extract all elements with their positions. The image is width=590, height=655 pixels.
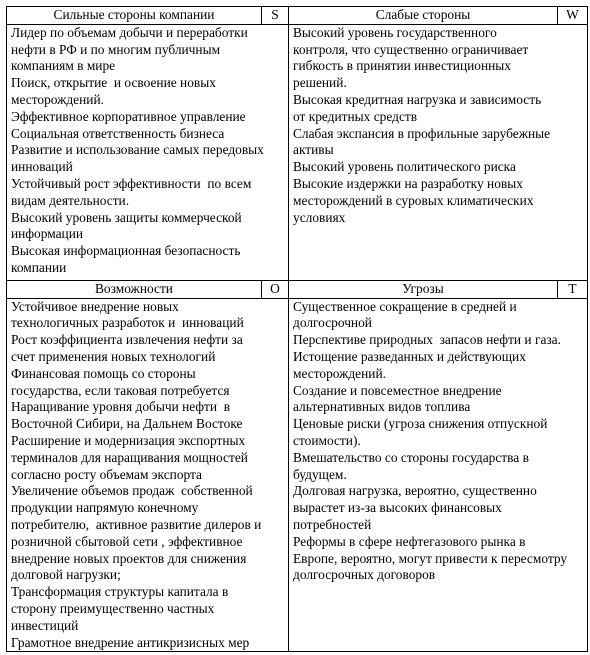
weaknesses-item: Слабая экспансия в профильные зарубежные активы — [293, 125, 551, 158]
threats-item: Существенное сокращение в средней и долгосрочной — [293, 298, 517, 331]
strengths-item: Эффективное корпоративное управление — [11, 108, 246, 124]
weaknesses-item: Высокий уровень политического риска — [293, 159, 516, 175]
swot-header-row-top — [7, 7, 588, 25]
swot-body-row-bottom — [7, 298, 588, 652]
threats-item: Реформы в сфере нефтегазового рынка в Европе, вероятно, могут привести к пересмотру долгосрочных договоров — [293, 533, 568, 583]
threats-item: Долговая нагрузка, вероятно, существенно вырастет из-за высоких финансовых потребностей — [293, 483, 537, 532]
opportunities-item: Наращивание уровня добычи нефти в Восточной Сибири, на Дальнем Востоке — [11, 399, 243, 432]
opportunities-title: Возможности — [7, 280, 262, 298]
swot-table — [6, 6, 588, 652]
threats-item: Перспективе природных запасов нефти и газа. — [293, 332, 561, 348]
swot-header-row-bottom — [7, 280, 588, 298]
opportunities-item: Рост коэффициента извлечения нефти за счет применения новых технологий — [11, 332, 243, 364]
threats-letter: T — [558, 280, 588, 298]
opportunities-item: Расширение и модернизация экспортных терминалов для наращивания мощностей согласно росту объемам экспорта — [11, 432, 248, 482]
strengths-letter: S — [262, 7, 289, 25]
threats-item: Истощение разведанных и действующих месторождений. — [293, 348, 526, 381]
threats-item: Ценовые риски (угроза снижения отпускной стоимости). — [293, 416, 548, 448]
threats-item: Создание и повсеместное внедрение альтернативных видов топлива — [293, 382, 502, 415]
weaknesses-item: Высокие издержки на разработку новых месторождений в суровых климатических условиях — [293, 175, 534, 225]
threats-title: Угрозы — [289, 280, 558, 298]
strengths-item: Высокая информационная безопасность компании — [11, 243, 241, 275]
threats-item: Вмешательство со стороны государства в будущем. — [293, 449, 529, 482]
strengths-item: Социальная ответственность бизнеса — [11, 125, 225, 141]
strengths-title: Сильные стороны компании — [7, 7, 262, 25]
opportunities-list — [7, 298, 289, 652]
strengths-list — [7, 24, 289, 280]
weaknesses-list — [289, 24, 588, 280]
weaknesses-title: Слабые стороны — [289, 7, 558, 25]
opportunities-item: Увеличение объемов продаж собственной продукции напрямую конечному потребителю, активное развитие дилеров и розничной сбытовой сети , эффективное внедрение новых проектов для снижения долговой нагрузки; — [11, 483, 262, 583]
strengths-item: Развитие и использование самых передовых инноваций — [11, 142, 264, 175]
opportunities-item: Грамотное внедрение антикризисных мер — [11, 634, 250, 650]
strengths-item: Поиск, открытие и освоение новых месторождений. — [11, 75, 216, 107]
opportunities-item: Финансовая помощь со стороны государства, если таковая потребуется — [11, 365, 230, 398]
strengths-item: Лидер по объемам добычи и переработки нефти в РФ и по многим публичным компаниям в мире — [11, 24, 248, 74]
opportunities-letter: O — [262, 280, 289, 298]
opportunities-item: Устойчивое внедрение новых технологичных разработок и инноваций — [11, 298, 244, 331]
weaknesses-item: Высокая кредитная нагрузка и зависимость от кредитных средств — [293, 91, 542, 124]
weaknesses-item: Высокий уровень государственного контроля, что существенно ограничивает гибкость в принятии инвестиционных решений. — [293, 24, 529, 91]
threats-list — [289, 298, 588, 652]
strengths-item: Устойчивый рост эффективности по всем видам деятельности. — [11, 175, 252, 208]
swot-body-row-top — [7, 24, 588, 280]
strengths-item: Высокий уровень защиты коммерческой информации — [11, 209, 242, 242]
weaknesses-letter: W — [558, 7, 588, 25]
opportunities-item: Трансформация структуры капитала в сторону преимущественно частных инвестиций — [11, 584, 229, 633]
